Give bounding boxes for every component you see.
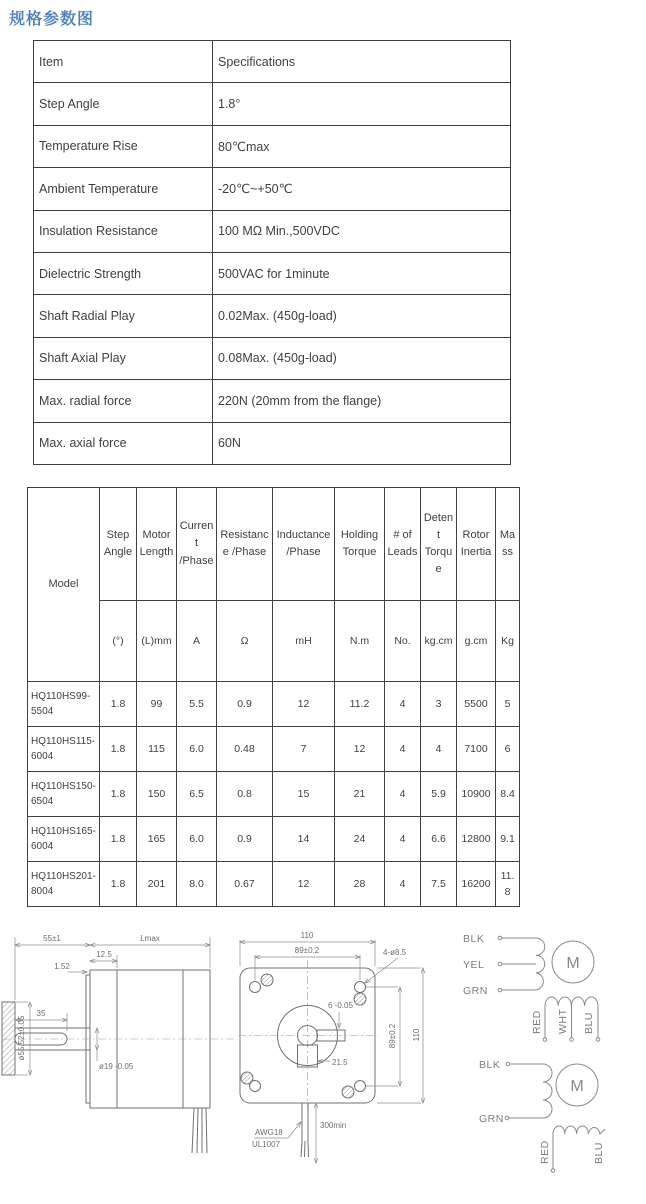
table-row — [34, 210, 511, 252]
data-cell: 5.9 — [421, 772, 457, 817]
dim-label-hole-spacing-h: 89±0.2 — [294, 946, 320, 955]
table-row — [34, 337, 511, 379]
spec-value-cell: 100 MΩ Min.,500VDC — [213, 210, 511, 252]
spec-item-cell: Step Angle — [34, 83, 213, 125]
lead-label-blu: BLU — [583, 1012, 595, 1034]
data-cell: 1.8 — [100, 727, 137, 772]
data-cell: 4 — [385, 727, 421, 772]
dim-label-key-length: 21.5 — [332, 1058, 348, 1067]
data-cell: 3 — [421, 682, 457, 727]
spec-value-cell: 1.8° — [213, 83, 511, 125]
unit-cell: A — [177, 601, 217, 682]
data-cell: 6.0 — [177, 727, 217, 772]
header-cell: Model — [28, 488, 100, 682]
lead-label-blk: BLK — [463, 933, 485, 945]
header-cell: Rotor Inertia — [457, 488, 496, 601]
dim-label-height: 110 — [412, 1028, 421, 1042]
table-row — [28, 682, 520, 727]
table-row — [34, 168, 511, 210]
spec-item-cell: Temperature Rise — [34, 125, 213, 167]
dim-label-shaft-dia: ø19 -0.05 — [99, 1062, 134, 1071]
data-cell: 8.0 — [177, 862, 217, 907]
data-cell: 4 — [385, 862, 421, 907]
data-cell: 4 — [385, 817, 421, 862]
data-cell: 0.9 — [217, 682, 273, 727]
lead-label-grn: GRN — [463, 985, 488, 997]
lead-label-yel: YEL — [463, 959, 485, 971]
table-row — [34, 380, 511, 422]
spec-item-cell: Shaft Axial Play — [34, 337, 213, 379]
data-cell: 115 — [137, 727, 177, 772]
unit-row — [28, 601, 520, 682]
header-cell: Detent Torque — [421, 488, 457, 601]
data-cell: 5 — [496, 682, 520, 727]
table-row — [34, 252, 511, 294]
unit-cell: N.m — [335, 601, 385, 682]
data-cell: 1.8 — [100, 682, 137, 727]
table-row — [28, 727, 520, 772]
spec-item-cell: Shaft Radial Play — [34, 295, 213, 337]
wire-type-label: UL1007 — [252, 1140, 281, 1149]
data-cell: 8.4 — [496, 772, 520, 817]
unit-cell: kg.cm — [421, 601, 457, 682]
dim-label-key-width: 6 -0.05 — [328, 1001, 353, 1010]
table-row — [34, 295, 511, 337]
motor-symbol-label: M — [570, 1078, 584, 1095]
data-cell: 28 — [335, 862, 385, 907]
data-cell: 4 — [421, 727, 457, 772]
lead-label-red: RED — [531, 1010, 543, 1034]
data-cell: 21 — [335, 772, 385, 817]
lead-label-red: RED — [539, 1140, 551, 1164]
page-title: 规格参数图 — [9, 11, 95, 28]
spec-value-cell: 220N (20mm from the flange) — [213, 380, 511, 422]
data-cell: 0.9 — [217, 817, 273, 862]
data-cell: 12 — [273, 682, 335, 727]
wiring-diagram-6lead — [463, 933, 600, 1041]
header-cell: Mass — [496, 488, 520, 601]
unit-cell: mH — [273, 601, 335, 682]
dim-label-body-length: Lmax — [140, 934, 160, 943]
side-view-drawing — [0, 925, 240, 1187]
motor-symbol-label: M — [566, 955, 580, 972]
unit-cell: No. — [385, 601, 421, 682]
data-cell: 99 — [137, 682, 177, 727]
model-data-table — [27, 487, 520, 907]
model-cell: HQ110HS201-8004 — [28, 862, 100, 907]
data-cell: 1.8 — [100, 862, 137, 907]
spec-value-cell: -20℃~+50℃ — [213, 168, 511, 210]
data-cell: 6.5 — [177, 772, 217, 817]
header-cell: Current /Phase — [177, 488, 217, 601]
spec-item-cell: Ambient Temperature — [34, 168, 213, 210]
front-view-drawing — [238, 928, 455, 1204]
data-cell: 10900 — [457, 772, 496, 817]
header-cell: # of Leads — [385, 488, 421, 601]
spec-value-cell: 500VAC for 1minute — [213, 252, 511, 294]
data-cell: 150 — [137, 772, 177, 817]
data-cell: 1.8 — [100, 817, 137, 862]
spec-item-cell: Item — [34, 41, 213, 83]
data-cell: 7.5 — [421, 862, 457, 907]
table-row — [28, 862, 520, 907]
side-view-dimensions — [15, 937, 210, 1075]
dim-label-holes: 4-ø8.5 — [383, 948, 407, 957]
header-row — [28, 488, 520, 601]
data-cell: 11.8 — [496, 862, 520, 907]
data-cell: 6.0 — [177, 817, 217, 862]
data-cell: 11.2 — [335, 682, 385, 727]
table-row — [28, 772, 520, 817]
table-row — [34, 83, 511, 125]
data-cell: 4 — [385, 772, 421, 817]
table-row — [34, 422, 511, 464]
data-cell: 0.8 — [217, 772, 273, 817]
data-cell: 12800 — [457, 817, 496, 862]
spec-value-cell: 0.08Max. (450g-load) — [213, 337, 511, 379]
dim-label-flat-length: 35 — [36, 1009, 46, 1018]
model-cell: HQ110HS115-6004 — [28, 727, 100, 772]
data-cell: 16200 — [457, 862, 496, 907]
lead-label-wht: WHT — [557, 1008, 569, 1034]
header-cell: Inductance /Phase — [273, 488, 335, 601]
header-cell: Motor Length — [137, 488, 177, 601]
spec-value-cell: 80℃max — [213, 125, 511, 167]
unit-cell: g.cm — [457, 601, 496, 682]
data-cell: 6.6 — [421, 817, 457, 862]
data-cell: 0.67 — [217, 862, 273, 907]
data-cell: 14 — [273, 817, 335, 862]
header-cell: Resistance /Phase — [217, 488, 273, 601]
table-row — [34, 41, 511, 83]
dim-label-hole-spacing-v: 89±0.2 — [388, 1023, 397, 1049]
data-cell: 4 — [385, 682, 421, 727]
unit-cell: (L)mm — [137, 601, 177, 682]
unit-cell: Kg — [496, 601, 520, 682]
spec-value-cell: Specifications — [213, 41, 511, 83]
header-cell: Holding Torque — [335, 488, 385, 601]
data-cell: 7 — [273, 727, 335, 772]
wiring-diagrams — [455, 922, 646, 1204]
wire-gauge-label: AWG18 — [255, 1128, 283, 1137]
data-cell: 165 — [137, 817, 177, 862]
spec-item-cell: Max. axial force — [34, 422, 213, 464]
dim-label-pilot-dia: ø55.52±0.05 — [17, 1015, 26, 1061]
data-cell: 9.1 — [496, 817, 520, 862]
unit-cell: Ω — [217, 601, 273, 682]
dim-label-width: 110 — [300, 931, 314, 940]
specifications-table — [33, 40, 511, 465]
data-cell: 6 — [496, 727, 520, 772]
data-cell: 0.48 — [217, 727, 273, 772]
header-cell: Step Angle — [100, 488, 137, 601]
dim-label-flange-length: 55±1 — [43, 934, 61, 943]
spec-item-cell: Max. radial force — [34, 380, 213, 422]
data-cell: 12 — [273, 862, 335, 907]
dim-label-lip: 1.52 — [54, 962, 70, 971]
spec-item-cell: Insulation Resistance — [34, 210, 213, 252]
data-cell: 201 — [137, 862, 177, 907]
model-cell: HQ110HS150-6504 — [28, 772, 100, 817]
wiring-diagram-4lead — [479, 1059, 605, 1172]
model-cell: HQ110HS165-6004 — [28, 817, 100, 862]
spec-item-cell: Dielectric Strength — [34, 252, 213, 294]
data-cell: 24 — [335, 817, 385, 862]
dim-label-step: 12.5 — [96, 950, 112, 959]
spec-value-cell: 0.02Max. (450g-load) — [213, 295, 511, 337]
lead-label-blk: BLK — [479, 1059, 501, 1071]
table-row — [28, 817, 520, 862]
data-cell: 7100 — [457, 727, 496, 772]
data-cell: 1.8 — [100, 772, 137, 817]
model-cell: HQ110HS99-5504 — [28, 682, 100, 727]
data-cell: 5500 — [457, 682, 496, 727]
wire-length-label: 300min — [320, 1121, 347, 1130]
lead-label-grn: GRN — [479, 1113, 504, 1125]
lead-label-blu: BLU — [593, 1142, 605, 1164]
spec-value-cell: 60N — [213, 422, 511, 464]
data-cell: 12 — [335, 727, 385, 772]
data-cell: 5.5 — [177, 682, 217, 727]
table-row — [34, 125, 511, 167]
unit-cell: (°) — [100, 601, 137, 682]
data-cell: 15 — [273, 772, 335, 817]
